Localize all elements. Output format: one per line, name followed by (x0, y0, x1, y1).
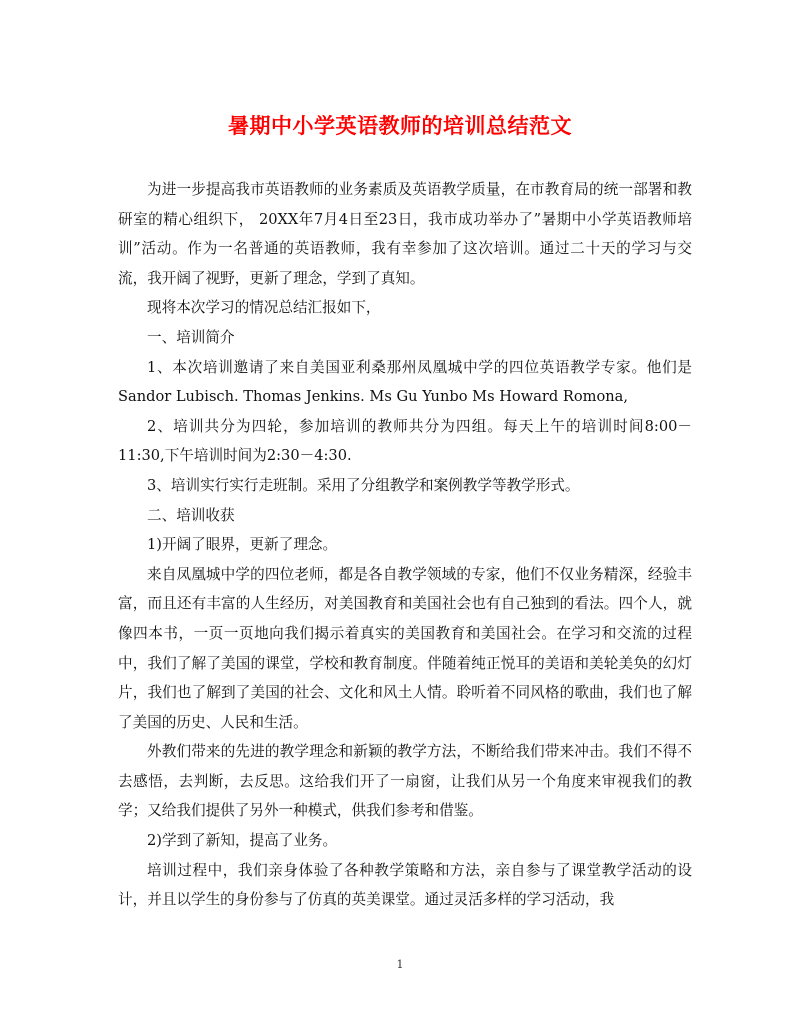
page-number: 1 (396, 958, 404, 971)
section-heading-training-intro: 一、培训简介 (147, 328, 235, 346)
paragraph-schedule: 2、培训共分为四轮，参加培训的教师共分为四组。每天上午的培训时间8:00－11:30,下午培训时间为2:30－4:30. (118, 417, 692, 465)
paragraph-intro: 为进一步提高我市英语教师的业务素质及英语教学质量，在市教育局的统一部署和教研室的精心组织下， 20XX年7月4日至23日，我市成功举办了”暑期中小学英语教师培训”活动。作为一名普通的英语教师，我有幸参加了这次培训。通过二十天的学习与交流，我开阔了视野，更新了理念，学到了真知。 (118, 181, 692, 287)
paragraph-summary-lead: 现将本次学习的情况总结汇报如下， (147, 299, 381, 317)
paragraph-experts: 1、本次培训邀请了来自美国亚利桑那州凤凰城中学的四位英语教学专家。他们是 Sandor Lubisch. Thomas Jenkins. Ms Gu Yunbo Ms Howard Romona, (118, 358, 692, 406)
document-title: 暑期中小学英语教师的培训总结范文 (228, 113, 572, 138)
paragraph-teachers: 来自凤凰城中学的四位老师，都是各自教学领域的专家，他们不仅业务精深，经验丰富，而且还有丰富的人生经历，对美国教育和美国社会也有自己独到的看法。四个人，就像四本书，一页一页地向我们揭示着真实的美国教育和美国社会。在学习和交流的过程中，我们了解了美国的课堂，学校和教育制度。伴随着纯正悦耳的美语和美轮美奂的幻灯片，我们也了解到了美国的社会、文化和风土人情。聆听着不同风格的歌曲，我们也了解了美国的历史、人民和生活。 (118, 565, 692, 731)
paragraph-methods: 外教们带来的先进的教学理念和新颖的教学方法，不断给我们带来冲击。我们不得不去感悟，去判断，去反思。这给我们开了一扇窗，让我们从另一个角度来审视我们的教学；又给我们提供了另外一种模式，供我们参考和借鉴。 (118, 743, 692, 820)
paragraph-activities: 培训过程中，我们亲身体验了各种教学策略和方法，亲自参与了课堂教学活动的设计，并且以学生的身份参与了仿真的英美课堂。通过灵活多样的学习活动，我 (118, 861, 692, 909)
subheading-broadened-vision: 1)开阔了眼界，更新了理念。 (147, 536, 338, 554)
paragraph-format: 3、培训实行实行走班制。采用了分组教学和案例教学等教学形式。 (147, 476, 580, 494)
subheading-new-knowledge: 2)学到了新知，提高了业务。 (147, 832, 338, 850)
section-heading-training-gains: 二、培训收获 (147, 506, 235, 524)
document-body (118, 175, 692, 915)
